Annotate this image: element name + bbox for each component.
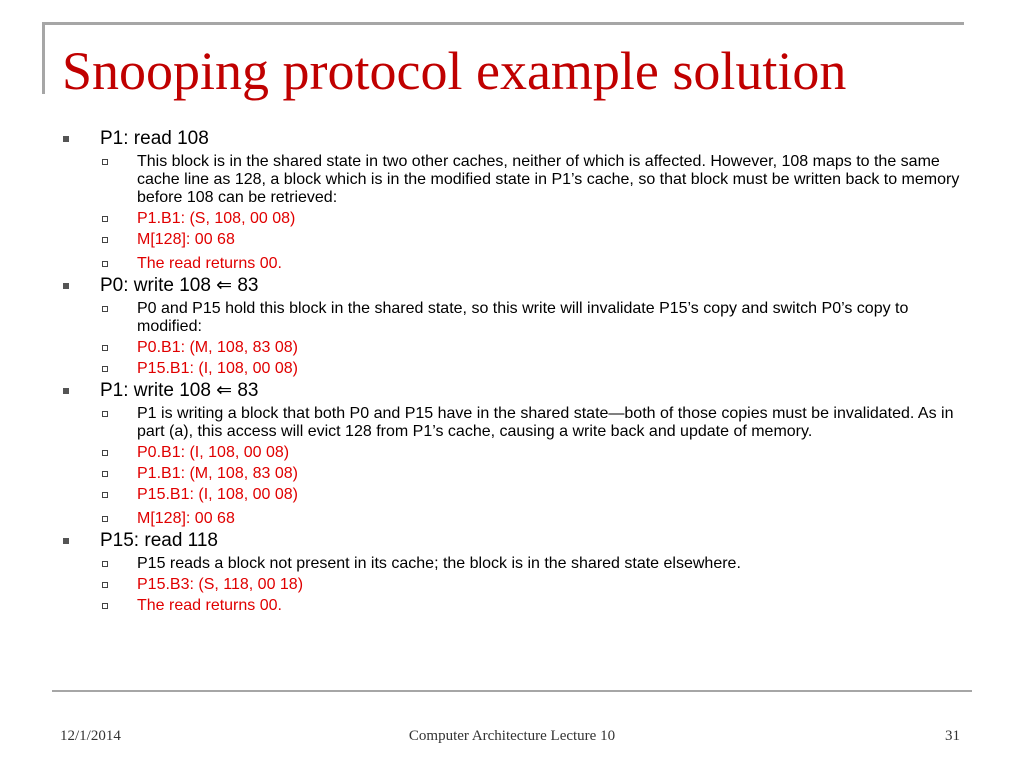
heading-text: P0: write 108 ⇐ 83	[100, 275, 259, 296]
hollow-square-bullet-icon	[102, 471, 108, 477]
hollow-square-bullet-icon	[102, 582, 108, 588]
item-text: M[128]: 00 68	[137, 510, 235, 527]
square-bullet-icon	[63, 388, 69, 394]
slide-title: Snooping protocol example solution	[62, 41, 847, 101]
section-heading	[60, 128, 960, 150]
slide-number: 31	[945, 728, 960, 744]
sub-item	[60, 360, 960, 378]
item-text: P1.B1: (S, 108, 00 08)	[137, 210, 296, 227]
sub-item	[60, 339, 960, 357]
heading-text: P15: read 118	[100, 530, 218, 551]
square-bullet-icon	[63, 283, 69, 289]
sub-item	[60, 576, 960, 594]
item-text: P0.B1: (M, 108, 83 08)	[137, 339, 298, 356]
item-text: P15.B1: (I, 108, 00 08)	[137, 486, 298, 503]
sub-item	[60, 486, 960, 504]
section-heading	[60, 380, 960, 402]
sub-item	[60, 405, 960, 441]
sub-item	[60, 555, 960, 573]
item-text: P1.B1: (M, 108, 83 08)	[137, 465, 298, 482]
hollow-square-bullet-icon	[102, 450, 108, 456]
section-heading	[60, 530, 960, 552]
hollow-square-bullet-icon	[102, 603, 108, 609]
sub-item	[60, 231, 960, 249]
sub-item	[60, 153, 960, 207]
hollow-square-bullet-icon	[102, 159, 108, 165]
hollow-square-bullet-icon	[102, 516, 108, 522]
item-text: P15 reads a block not present in its cache; the block is in the shared state elsewhere.	[137, 555, 741, 572]
hollow-square-bullet-icon	[102, 561, 108, 567]
item-text: M[128]: 00 68	[137, 231, 235, 248]
hollow-square-bullet-icon	[102, 216, 108, 222]
footer-divider	[52, 690, 972, 692]
item-text: P0.B1: (I, 108, 00 08)	[137, 444, 290, 461]
frame-left-line	[42, 22, 45, 94]
hollow-square-bullet-icon	[102, 366, 108, 372]
sub-item	[60, 300, 960, 336]
sub-item	[60, 597, 960, 615]
heading-text: P1: read 108	[100, 128, 209, 149]
sub-item	[60, 210, 960, 228]
hollow-square-bullet-icon	[102, 345, 108, 351]
section-heading	[60, 275, 960, 297]
square-bullet-icon	[63, 136, 69, 142]
item-text: This block is in the shared state in two other caches, neither of which is affected. However, 108 maps to the same cache line as 128, a block which is in the modified state in P1’s cache, so that block must be written back to memory before 108 can be retrieved:	[137, 153, 960, 206]
slide-content	[60, 126, 960, 615]
sub-item	[60, 510, 960, 528]
sub-item	[60, 444, 960, 462]
sub-item	[60, 255, 960, 273]
item-text: P15.B1: (I, 108, 00 08)	[137, 360, 298, 377]
hollow-square-bullet-icon	[102, 237, 108, 243]
sub-item	[60, 465, 960, 483]
item-text: P15.B3: (S, 118, 00 18)	[137, 576, 304, 593]
frame-top-line	[42, 22, 964, 25]
item-text: P1 is writing a block that both P0 and P15 have in the shared state—both of those copies must be invalidated. As in part (a), this access will evict 128 from P1’s cache, causing a write back and update of memory.	[137, 405, 954, 440]
hollow-square-bullet-icon	[102, 306, 108, 312]
item-text: P0 and P15 hold this block in the shared state, so this write will invalidate P15’s copy and switch P0’s copy to modified:	[137, 300, 909, 335]
footer-date: 12/1/2014	[60, 728, 121, 744]
item-text: The read returns 00.	[137, 255, 282, 272]
hollow-square-bullet-icon	[102, 411, 108, 417]
hollow-square-bullet-icon	[102, 261, 108, 267]
item-text: The read returns 00.	[137, 597, 282, 614]
square-bullet-icon	[63, 538, 69, 544]
footer-course: Computer Architecture Lecture 10	[408, 728, 616, 744]
heading-text: P1: write 108 ⇐ 83	[100, 380, 259, 401]
hollow-square-bullet-icon	[102, 492, 108, 498]
